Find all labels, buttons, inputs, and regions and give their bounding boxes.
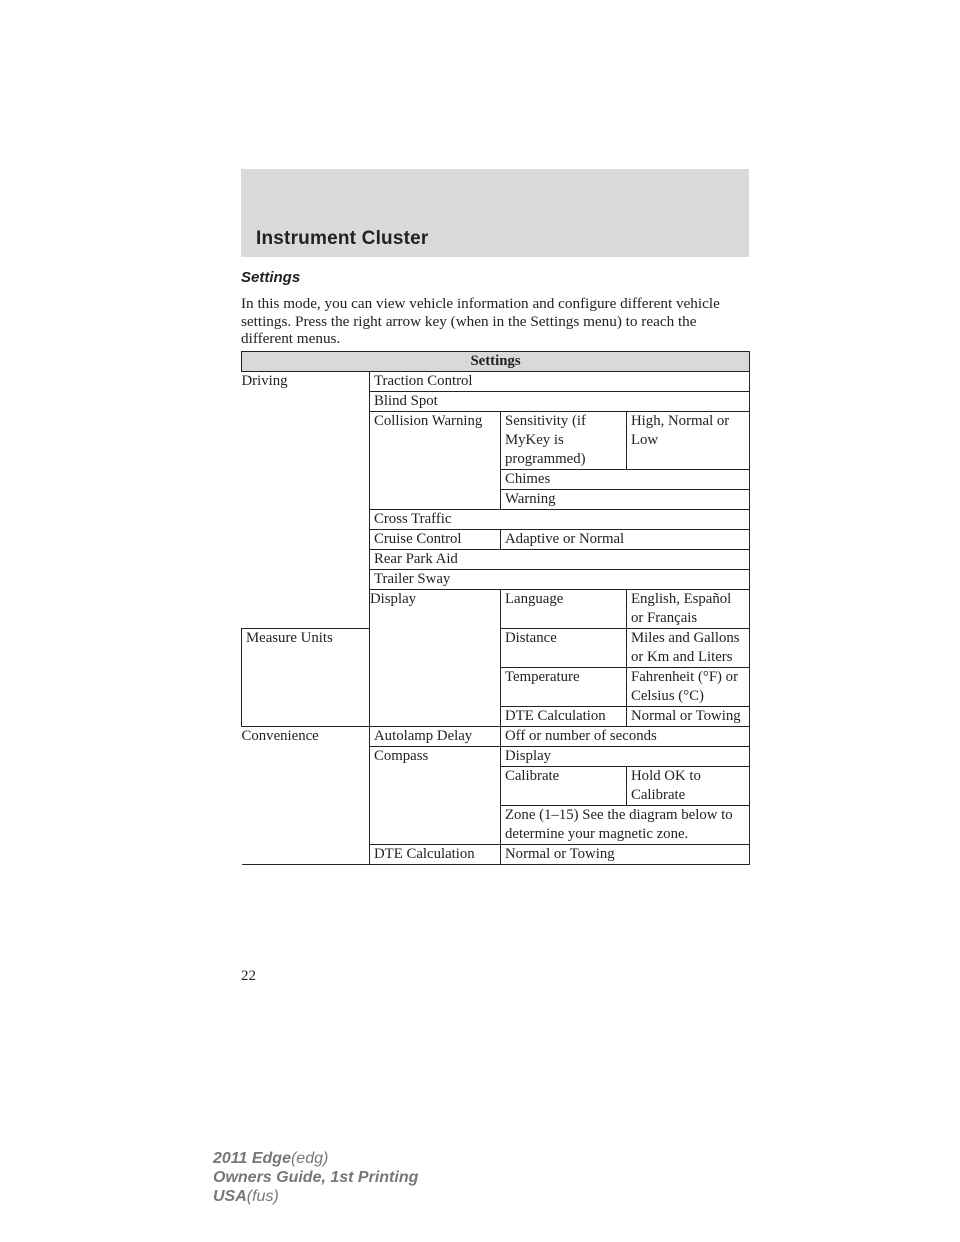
cell-dte-calculation-conv: DTE Calculation (370, 845, 501, 865)
footer-market: USA (213, 1188, 247, 1205)
cell-sensitivity: Sensitivity (if MyKey is programmed) (501, 412, 627, 470)
cell-distance: Distance (501, 629, 627, 668)
cell-calibrate: Calibrate (501, 767, 627, 806)
cell-temperature-options: Fahrenheit (°F) or Celsius (°C) (627, 668, 750, 707)
cell-calibrate-options: Hold OK to Calibrate (627, 767, 750, 806)
chapter-title: Instrument Cluster (256, 228, 429, 249)
page-number: 22 (241, 968, 256, 984)
cell-autolamp-delay: Autolamp Delay (370, 727, 501, 747)
cell-dte-calculation: DTE Calculation (501, 707, 627, 727)
cell-rear-park-aid: Rear Park Aid (370, 550, 750, 570)
intro-paragraph: In this mode, you can view vehicle information and configure different vehicle settings. Press the right arrow key (when in the Settings menu) to reach the different menus. (241, 295, 720, 347)
footer-model: 2011 Edge (213, 1150, 291, 1167)
cell-autolamp-options: Off or number of seconds (501, 727, 750, 747)
cell-compass: Compass (370, 747, 501, 845)
footer-line-1 (213, 1149, 418, 1168)
table-header-row (242, 352, 750, 372)
settings-table (241, 351, 750, 865)
section-heading: Settings (241, 269, 301, 286)
cell-measure-units: Measure Units (242, 629, 370, 727)
footer-model-code: (edg) (290, 1150, 329, 1167)
cell-warning: Warning (501, 490, 750, 510)
table-row (242, 372, 750, 392)
cell-language-options: English, Español or Français (627, 590, 750, 629)
cell-chimes: Chimes (501, 470, 750, 490)
table-row (242, 727, 750, 747)
group-display: Display (370, 590, 501, 727)
cell-cruise-options: Adaptive or Normal (501, 530, 750, 550)
group-convenience: Convenience (242, 727, 370, 865)
cell-trailer-sway: Trailer Sway (370, 570, 750, 590)
cell-cruise-control: Cruise Control (370, 530, 501, 550)
cell-collision-warning: Collision Warning (370, 412, 501, 510)
cell-temperature: Temperature (501, 668, 627, 707)
cell-language: Language (501, 590, 627, 629)
cell-traction-control: Traction Control (370, 372, 750, 392)
footer-guide: Owners Guide, 1st Printing (213, 1169, 419, 1186)
cell-blind-spot: Blind Spot (370, 392, 750, 412)
cell-distance-options: Miles and Gallons or Km and Liters (627, 629, 750, 668)
footer-market-code: (fus) (246, 1188, 279, 1205)
footer-line-3 (213, 1187, 418, 1206)
cell-sensitivity-options: High, Normal or Low (627, 412, 750, 470)
cell-cross-traffic: Cross Traffic (370, 510, 750, 530)
cell-dte-options: Normal or Towing (627, 707, 750, 727)
cell-compass-display: Display (501, 747, 750, 767)
group-driving: Driving (242, 372, 370, 629)
table-title: Settings (242, 352, 750, 372)
cell-dte-options-conv: Normal or Towing (501, 845, 750, 865)
footer-line-2 (213, 1168, 418, 1187)
footer (213, 1149, 418, 1206)
cell-zone: Zone (1–15) See the diagram below to determine your magnetic zone. (501, 806, 750, 845)
